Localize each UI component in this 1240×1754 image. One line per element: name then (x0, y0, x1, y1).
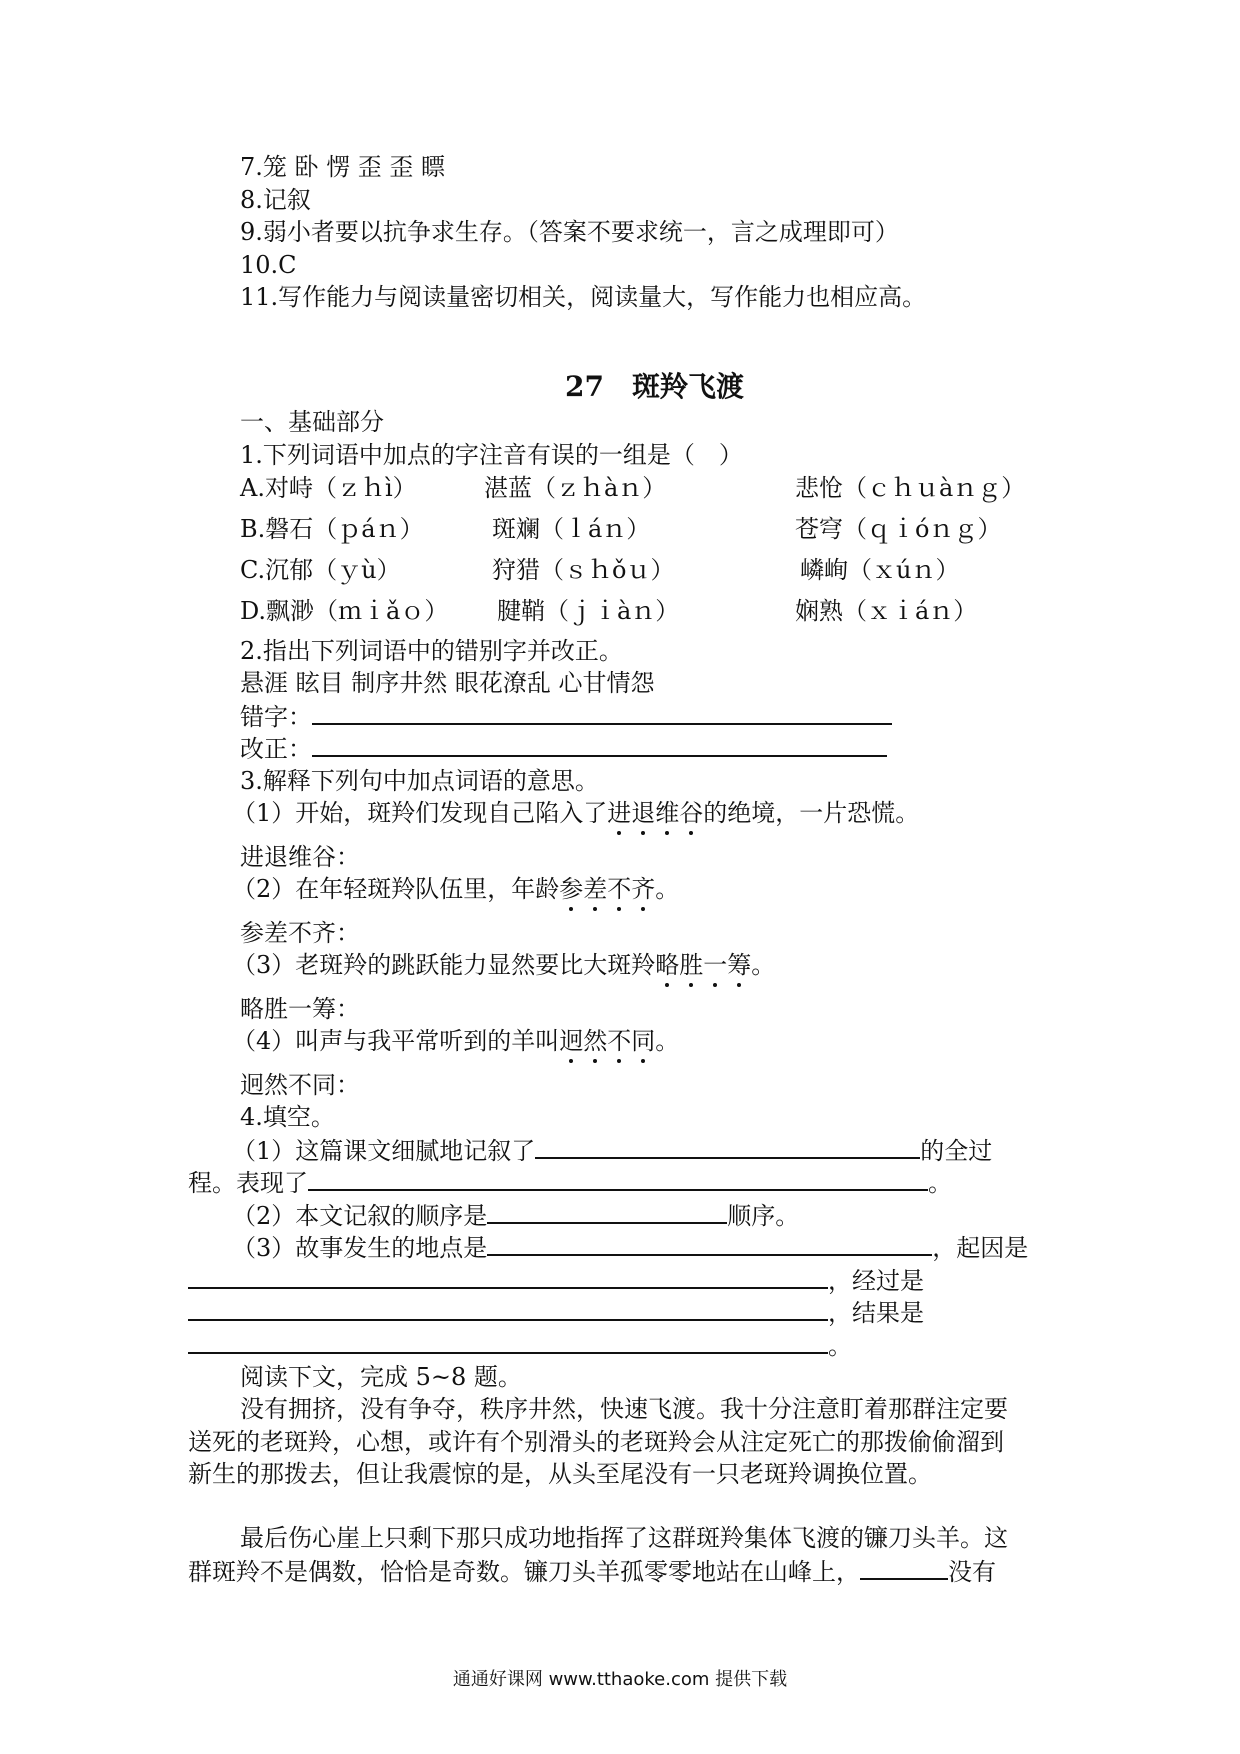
reading-intro: 阅读下文，完成 5~8 题。 (240, 1363, 522, 1391)
option-b-1: B.磐石（ｐáｎ） (240, 515, 424, 543)
item-4-label: 迥然不同： (240, 1071, 360, 1099)
reading-p1-line-2: 送死的老斑羚，心想，或许有个别滑头的老斑羚会从注定死亡的那拨偷偷溜到 (188, 1428, 1004, 1456)
item-3-label: 略胜一筹： (240, 995, 360, 1023)
item-2-after: 。 (655, 875, 680, 903)
fill-line-5 (188, 1265, 924, 1296)
question-3-item-2 (232, 874, 679, 904)
fill-1-text: （1）这篇课文细腻地记叙了 (232, 1137, 536, 1165)
item-3-dotted-word: 略胜一筹 (655, 951, 752, 979)
answer-9: 9.弱小者要以抗争求生存。（答案不要求统一，言之成理即可） (240, 218, 899, 246)
fill-1-tail: 的全过 (920, 1137, 993, 1165)
option-c-2: 狩猎（ｓｈǒｕ） (492, 556, 675, 584)
fill-2-blank[interactable] (308, 1167, 928, 1191)
order-blank[interactable] (487, 1200, 727, 1224)
fill-2-tail: 。 (928, 1169, 952, 1197)
item-4-after: 。 (655, 1027, 680, 1055)
option-a-3: 悲怆（ｃｈｕàｎｇ） (795, 474, 1026, 502)
fill-7-tail: 。 (828, 1332, 852, 1360)
option-b-2: 斑斓（ｌáｎ） (492, 515, 651, 543)
fill-6-tail: ，结果是 (828, 1299, 924, 1327)
wrong-char-label: 错字： (240, 703, 312, 731)
wrong-char-row (240, 701, 892, 732)
option-c-3: 嶙峋（ｘúｎ） (800, 556, 960, 584)
question-4-stem: 4.填空。 (240, 1103, 335, 1131)
item-4-dotted-word: 迥然不同 (559, 1027, 656, 1055)
option-c-1: C.沉郁（ｙù） (240, 556, 401, 584)
fill-3-tail: 顺序。 (727, 1202, 800, 1230)
fill-line-6 (188, 1297, 924, 1328)
reading-p1-line-1: 没有拥挤，没有争夺，秩序井然，快速飞渡。我十分注意盯着那群注定要 (240, 1395, 1008, 1423)
lesson-title: 27 斑羚飞渡 (565, 370, 744, 403)
option-d-2: 腱鞘（ｊｉàｎ） (497, 597, 680, 625)
question-1-stem: 1.下列词语中加点的字注音有误的一组是（ ） (240, 441, 743, 469)
reading-p2-tail: 没有 (948, 1558, 996, 1586)
item-2-label: 参差不齐： (240, 919, 360, 947)
item-3-before: （3）老斑羚的跳跃能力显然要比大斑羚 (232, 951, 656, 979)
fix-char-blank[interactable] (312, 733, 887, 757)
cause-blank[interactable] (188, 1265, 828, 1289)
item-2-before: （2）在年轻斑羚队伍里，年龄 (232, 875, 560, 903)
fill-line-7 (188, 1330, 852, 1361)
fill-2-text: 程。表现了 (188, 1169, 308, 1197)
reading-blank[interactable] (860, 1556, 948, 1580)
question-3-item-1 (232, 798, 919, 828)
fill-line-4 (232, 1232, 1028, 1263)
answer-8: 8.记叙 (240, 186, 311, 214)
question-3-stem: 3.解释下列句中加点词语的意思。 (240, 767, 599, 795)
question-3-item-3 (232, 950, 775, 980)
question-2-stem: 2.指出下列词语中的错别字并改正。 (240, 637, 623, 665)
item-1-dotted-word: 进退维谷 (607, 799, 704, 827)
fix-char-row (240, 733, 887, 764)
answer-11: 11.写作能力与阅读量密切相关，阅读量大，写作能力也相应高。 (240, 283, 927, 311)
option-a-2: 湛蓝（ｚｈàｎ） (484, 474, 667, 502)
item-3-after: 。 (751, 951, 776, 979)
answer-7: 7.笼 卧 愣 歪 歪 瞟 (240, 153, 446, 181)
item-1-before: （1）开始，斑羚们发现自己陷入了 (232, 799, 608, 827)
reading-p2-line-1: 最后伤心崖上只剩下那只成功地指挥了这群斑羚集体飞渡的镰刀头羊。这 (240, 1524, 1008, 1552)
reading-p2-line-2 (188, 1556, 996, 1587)
item-4-before: （4）叫声与我平常听到的羊叫 (232, 1027, 560, 1055)
question-2-words: 悬涯 眩目 制序井然 眼花潦乱 心甘情怨 (240, 669, 655, 697)
item-2-dotted-word: 参差不齐 (559, 875, 656, 903)
item-1-label: 进退维谷： (240, 843, 360, 871)
fill-4-text: （3）故事发生的地点是 (232, 1234, 488, 1262)
location-blank[interactable] (487, 1232, 932, 1256)
wrong-char-blank[interactable] (312, 701, 892, 725)
fill-line-2 (188, 1167, 952, 1198)
process-blank[interactable] (188, 1297, 828, 1321)
fill-1-blank[interactable] (535, 1135, 920, 1159)
reading-p2-text: 群斑羚不是偶数，恰恰是奇数。镰刀头羊孤零零地站在山峰上， (188, 1558, 860, 1586)
option-a-1: A.对峙（ｚｈì） (240, 474, 417, 502)
option-d-1: D.飘渺（ｍｉǎｏ） (240, 597, 449, 625)
fill-3-text: （2）本文记叙的顺序是 (232, 1202, 488, 1230)
fill-line-3 (232, 1200, 799, 1231)
result-blank[interactable] (188, 1330, 828, 1354)
item-1-after: 的绝境，一片恐慌。 (703, 799, 920, 827)
fill-5-tail: ，经过是 (828, 1267, 924, 1295)
page-footer: 通通好课网 www.tthaoke.com 提供下载 (452, 1669, 788, 1690)
option-d-3: 娴熟（ｘｉáｎ） (795, 597, 978, 625)
fix-char-label: 改正： (240, 735, 312, 763)
option-b-3: 苍穹（ｑｉóｎｇ） (795, 515, 1002, 543)
fill-4-tail: ，起因是 (932, 1234, 1029, 1262)
fill-line-1 (232, 1135, 992, 1166)
reading-p1-line-3: 新生的那拨去，但让我震惊的是，从头至尾没有一只老斑羚调换位置。 (188, 1460, 932, 1488)
section-heading: 一、基础部分 (240, 408, 384, 436)
question-3-item-4 (232, 1026, 679, 1056)
answer-10: 10.C (240, 251, 297, 279)
